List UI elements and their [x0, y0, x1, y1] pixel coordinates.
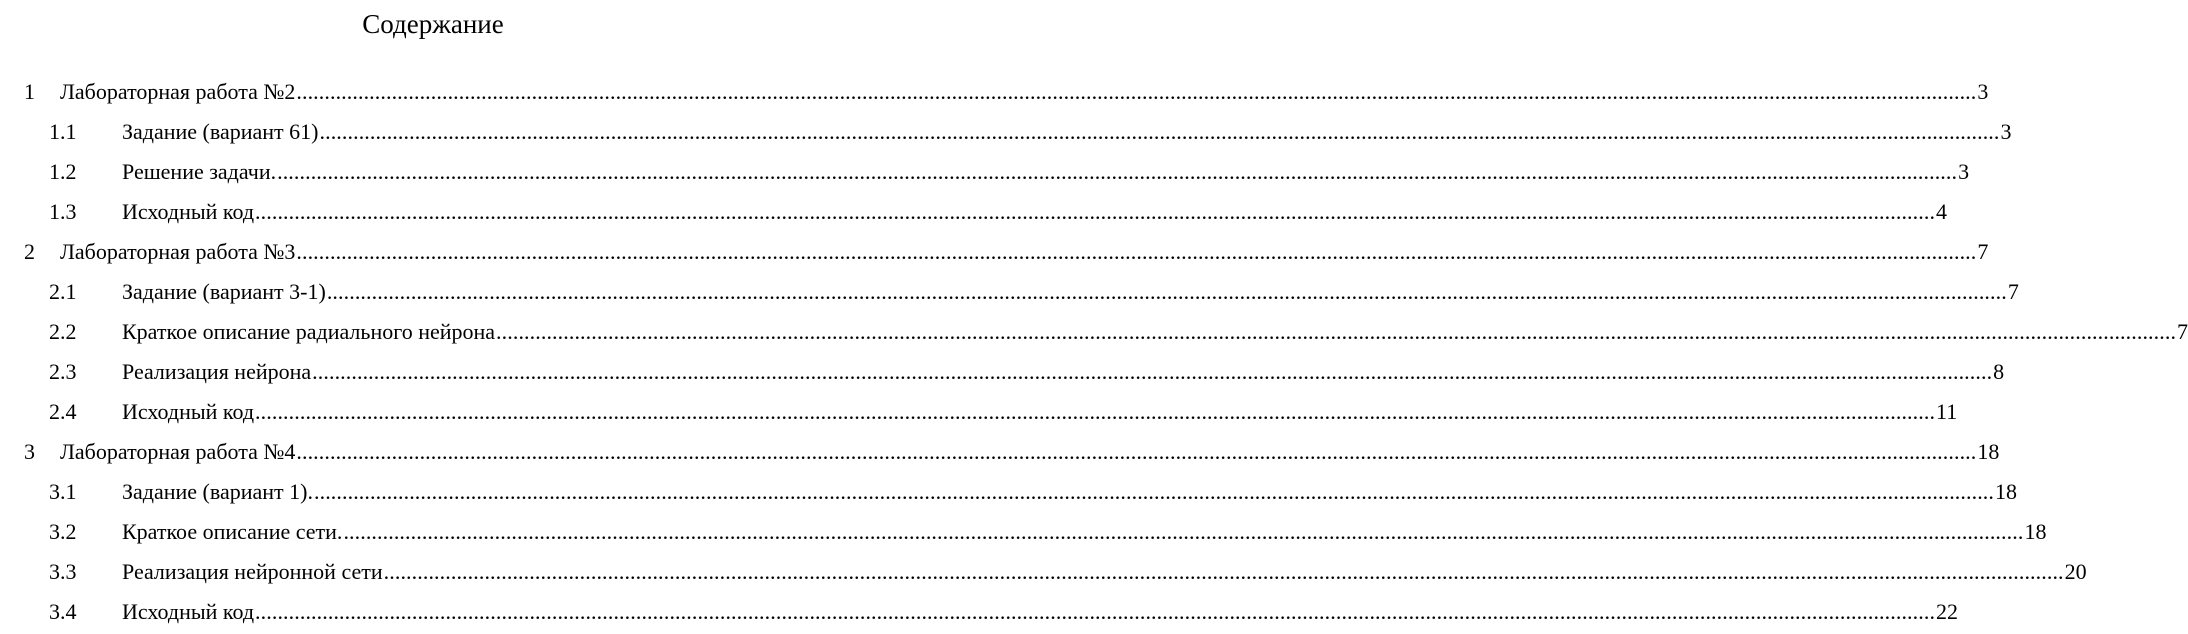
toc-entry-title[interactable]: Исходный код	[122, 599, 255, 624]
toc-entry[interactable]	[0, 232, 1989, 272]
toc-entry[interactable]	[0, 192, 1948, 232]
toc-entry-title[interactable]: Задание (вариант 3-1)	[122, 279, 326, 304]
toc-entry-page: 18	[1995, 479, 2017, 504]
toc-dot-leader: ............................................................................................................................................................................................................................................................................................................	[255, 199, 1936, 224]
toc-dot-leader: ............................................................................................................................................................................................................................................................................................................	[255, 399, 1936, 424]
toc-entry-page: 11	[1936, 399, 1958, 424]
toc-entry-title[interactable]: Задание (вариант 61)	[122, 119, 319, 144]
toc-entry[interactable]	[0, 112, 2012, 152]
toc-entry-number: 2	[24, 239, 35, 264]
toc-entry[interactable]	[0, 592, 1959, 632]
toc-entry-title[interactable]: Краткое описание радиального нейрона	[122, 319, 496, 344]
toc-entry-number: 3.3	[49, 559, 77, 584]
toc-entry-page: 18	[2024, 519, 2047, 544]
toc-entry[interactable]	[0, 152, 1970, 192]
toc-entry-number: 3	[24, 439, 35, 464]
toc-entry[interactable]	[0, 312, 2188, 352]
toc-entry-page: 7	[2177, 319, 2188, 344]
page-title: Содержание	[362, 9, 504, 39]
toc-entry-page: 8	[1993, 359, 2005, 384]
toc-entry[interactable]	[0, 392, 1958, 432]
toc-entry-page: 7	[2007, 279, 2019, 304]
toc-entry-title[interactable]: Реализация нейрона	[122, 359, 312, 384]
toc-entry-title[interactable]: Исходный код	[122, 199, 255, 224]
toc-entry-page: 3	[1958, 159, 1970, 184]
toc-entry-number: 3.1	[49, 479, 77, 504]
toc-dot-leader: ............................................................................................................................................................................................................................................................................................................	[326, 279, 2007, 304]
toc-entry-number: 2.3	[49, 359, 77, 384]
toc-entry-title[interactable]: Реализация нейронной сети	[122, 559, 383, 584]
toc-entry[interactable]	[0, 272, 2019, 312]
toc-entry-number: 1	[24, 79, 35, 104]
toc-dot-leader: ............................................................................................................................................................................................................................................................................................................	[314, 479, 1994, 504]
toc-dot-leader: ............................................................................................................................................................................................................................................................................................................	[343, 519, 2024, 544]
toc-entry-title[interactable]: Лабораторная работа №3	[60, 239, 296, 264]
toc-entry[interactable]	[0, 72, 1989, 112]
toc-entry[interactable]	[0, 472, 2017, 512]
toc-entry-title[interactable]: Решение задачи.	[122, 159, 277, 184]
toc-entry[interactable]	[0, 512, 2047, 552]
toc-entry-number: 3.4	[49, 599, 77, 624]
toc-entry-title[interactable]: Краткое описание сети.	[122, 519, 343, 544]
toc-entry-title[interactable]: Исходный код	[122, 399, 255, 424]
toc-entry-number: 1.2	[49, 159, 77, 184]
toc-dot-leader: ............................................................................................................................................................................................................................................................................................................	[296, 239, 1977, 264]
toc-dot-leader: ............................................................................................................................................................................................................................................................................................................	[312, 359, 1993, 384]
toc-dot-leader: ............................................................................................................................................................................................................................................................................................................	[383, 559, 2064, 584]
toc-entry-number: 2.4	[49, 399, 77, 424]
toc-entry-page: 3	[1977, 79, 1989, 104]
toc-entry[interactable]	[0, 432, 2000, 472]
toc-dot-leader: ............................................................................................................................................................................................................................................................................................................	[277, 159, 1958, 184]
toc-entry-page: 18	[1977, 439, 2000, 464]
toc-dot-leader: ............................................................................................................................................................................................................................................................................................................	[319, 119, 2000, 144]
toc-dot-leader: ............................................................................................................................................................................................................................................................................................................	[296, 79, 1977, 104]
toc-entry-number: 1.3	[49, 199, 77, 224]
toc-dot-leader: ............................................................................................................................................................................................................................................................................................................	[496, 319, 2177, 344]
toc-entry-page: 4	[1936, 199, 1948, 224]
toc-dot-leader: ............................................................................................................................................................................................................................................................................................................	[255, 599, 1936, 624]
toc-dot-leader: ............................................................................................................................................................................................................................................................................................................	[296, 439, 1977, 464]
toc-entry-title[interactable]: Лабораторная работа №4	[60, 439, 296, 464]
toc-entry-number: 1.1	[49, 119, 77, 144]
toc-entry-page: 20	[2064, 559, 2087, 584]
toc-entry-number: 2.1	[49, 279, 77, 304]
toc-entry-number: 2.2	[49, 319, 77, 344]
toc-entry-number: 3.2	[49, 519, 77, 544]
toc-entry-title[interactable]: Лабораторная работа №2	[60, 79, 296, 104]
toc-entry-title[interactable]: Задание (вариант 1).	[122, 479, 313, 504]
toc-entry[interactable]	[0, 352, 2005, 392]
toc-entry-page: 22	[1936, 599, 1959, 624]
toc-entry-page: 7	[1977, 239, 1989, 264]
toc-entry[interactable]	[0, 552, 2087, 592]
toc-entry-page: 3	[2000, 119, 2012, 144]
